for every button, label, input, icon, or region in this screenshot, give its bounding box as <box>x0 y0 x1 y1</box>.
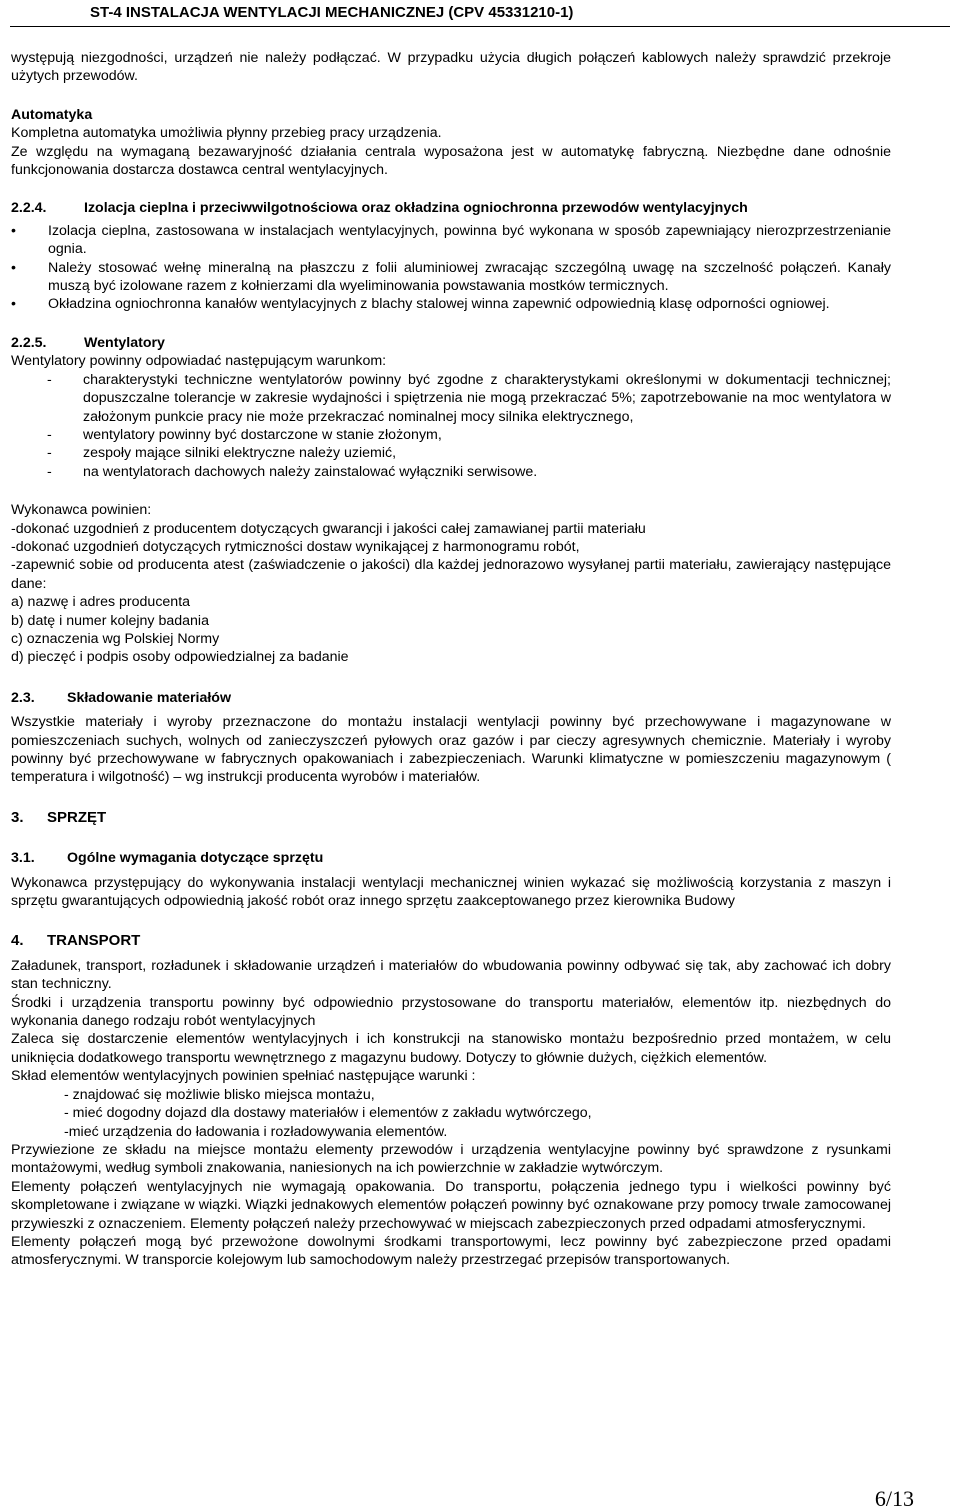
section-number: 3. <box>11 808 24 826</box>
section-224-heading <box>11 199 891 217</box>
wykonawca-line: c) oznaczenia wg Polskiej Normy <box>11 630 220 647</box>
section-title: Składowanie materiałów <box>67 689 232 706</box>
sprzet-text: Wykonawca przystępujący do wykonywania instalacji wentylacji mechanicznej winien wykazać się możliwością korzystania z maszyn i sprzętu gwarantujących odpowiednią jakość robót oraz innego sprzętu zaakceptowanego przez kierownika Budowy <box>11 874 891 910</box>
wykonawca-line: -zapewnić sobie od producenta atest (zaświadczenie o jakości) dla każdej jednorazowo wysyłanej partii materiału, zawierający następujące dane: <box>11 557 891 592</box>
section-225-heading <box>11 334 891 352</box>
section-title: TRANSPORT <box>47 932 141 950</box>
transport-paragraph: Elementy połączeń mogą być przewożone dowolnymi środkami transportowymi, lecz powinny być zabezpieczone przed opadami atmosferycznymi. W transporcie kolejowym lub samochodowym należy przestrzegać przepisów transportowanych. <box>11 1233 891 1269</box>
list-item: • Należy stosować wełnę mineralną na płaszczu z folii aluminiowej zwracając szczególną uwagę na szczelność połączeń. Kanały muszą być izolowane razem z kołnierzami dla wyeliminowania powstawania mostków termicznych. <box>11 259 891 295</box>
list-item: - na wentylatorach dachowych należy zainstalować wyłączniki serwisowe. <box>47 463 538 480</box>
wykonawca-line: a) nazwę i adres producenta <box>11 594 191 611</box>
section-title: Wentylatory <box>84 334 165 351</box>
bullet-icon: • <box>11 296 16 313</box>
section-number: 3.1. <box>11 850 35 867</box>
section-3-heading <box>11 809 891 827</box>
intro-paragraph: występują niezgodności, urządzeń nie należy podłączać. W przypadku użycia długich połączeń kablowych należy sprawdzić przekroje użytych przewodów. <box>11 50 891 85</box>
transport-paragraph: Elementy połączeń wentylacyjnych nie wymagają opakowania. Do transportu, połączenia jednego typu i wielkości powinny być skompletowane i związane w wiązki. Wiązki jednakowych elementów połączeń powinny być oznakowane przy pomocy trwale zamocowanej przywieszki z oznaczeniem. Elementy połączeń należy przechowywać w miejscach zabezpieczonych przed odpadami atmosferycznymi. <box>11 1178 891 1232</box>
skladowanie-text: Wszystkie materiały i wyroby przeznaczone do montażu instalacji wentylacji powinny być przechowywane i magazynowane w pomieszczeniach suchych, wolnych od zanieczyszczeń pyłowych oraz gazów i par cieczy agresywnych chemicznie. Materiały i wyroby powinny być przechowywane w fabrycznych opakowaniach i zabezpieczeniach. Warunki klimatyczne w pomieszczeniu magazynowym ( temperatura i wilgotność) – wg instrukcji producenta wyrobów i materiałów. <box>11 714 891 786</box>
automatyka-line-2: Ze względu na wymaganą bezawaryjność działania centrala wyposażona jest w automatykę fabryczną. Niezbędne dane odnośnie funkcjonowania dostarcza dostawca central wentylacyjnych. <box>11 143 891 179</box>
section-number: 2.3. <box>11 689 35 706</box>
document-header: ST-4 INSTALACJA WENTYLACJI MECHANICZNEJ (CPV 45331210-1) <box>90 4 574 21</box>
transport-paragraph: Skład elementów wentylacyjnych powinien spełniać następujące warunki : <box>11 1068 476 1085</box>
page-number: 6/13 <box>874 1486 914 1511</box>
list-item: • Izolacja cieplna, zastosowana w instalacjach wentylacyjnych, powinna być wykonana w sposób zapewniający nierozprzestrzenianie ognia. <box>11 222 891 258</box>
transport-paragraph: Zaleca się dostarczenie elementów wentylacyjnych i ich konstrukcji na stanowisko montażu bezpośrednio przed montażem, w celu uniknięcia dodatkowego transportu wewnętrznego z magazynu budowy. Dotyczy to głównie dużych, ciężkich elementów. <box>11 1031 891 1066</box>
wentylatory-list <box>11 371 891 481</box>
page-content <box>11 49 891 1270</box>
automatyka-title: Automatyka <box>11 106 93 123</box>
transport-condition: - mieć dogodny dojazd dla dostawy materiałów i elementów z zakładu wytwórczego, <box>64 1105 592 1122</box>
section-number: 4. <box>11 932 24 950</box>
section-number: 2.2.4. <box>11 200 47 217</box>
section-31-heading <box>11 849 891 867</box>
section-title: SPRZĘT <box>47 808 107 826</box>
automatyka-line-1: Kompletna automatyka umożliwia płynny przebieg pracy urządzenia. <box>11 125 442 142</box>
transport-paragraph: Przywiezione ze składu na miejsce montażu elementy przewodów i urządzenia wentylacyjne powinny być sprawdzone z rysunkami montażowymi, według symboli znakowania, naniesionych na ich powierzchnie w zakładzie wytwórczym. <box>11 1141 891 1177</box>
section-23-heading <box>11 689 891 707</box>
transport-condition: -mieć urządzenia do ładowania i rozładowywania elementów. <box>64 1123 448 1140</box>
wykonawca-line: d) pieczęć i podpis osoby odpowiedzialnej za badanie <box>11 649 349 666</box>
bullet-icon: • <box>11 259 16 276</box>
list-item: - wentylatory powinny być dostarczone w stanie złożonym, <box>47 426 442 443</box>
wykonawca-line: b) datę i numer kolejny badania <box>11 612 209 629</box>
izolacja-bullets <box>11 222 891 314</box>
section-number: 2.2.5. <box>11 334 47 351</box>
header-rule <box>10 26 950 27</box>
wykonawca-line: -dokonać uzgodnień dotyczących rytmiczności dostaw wynikającej z harmonogramu robót, <box>11 538 580 555</box>
section-title: Ogólne wymagania dotyczące sprzętu <box>67 850 324 867</box>
wykonawca-line: Wykonawca powinien: <box>11 502 152 519</box>
wykonawca-line: -dokonać uzgodnień z producentem dotyczących gwarancji i jakości całej zamawianej partii materiału <box>11 520 646 537</box>
section-4-heading <box>11 932 891 950</box>
list-item: - charakterystyki techniczne wentylatorów powinny być zgodne z charakterystykami określonymi w dokumentacji technicznej; dopuszczalne tolerancje w zakresie wydajności i spiętrzenia nie mogą przekraczać 5%; zapotrzebowanie na moc wentylatora w założonym punkcie pracy nie może przekraczać nominalnej mocy silnika elektrycznego, <box>47 371 891 425</box>
transport-paragraph: Załadunek, transport, rozładunek i składowanie urządzeń i materiałów do wbudowania powinny odbywać się tak, aby zachować ich dobry stan techniczny. <box>11 957 891 993</box>
list-item: • Okładzina ogniochronna kanałów wentylacyjnych z blachy stalowej winna zapewnić odpowiednią klasę odporności ogniowej. <box>11 296 830 313</box>
wentylatory-lead: Wentylatory powinny odpowiadać następującym warunkom: <box>11 353 387 370</box>
bullet-icon: • <box>11 222 16 239</box>
transport-paragraph: Środki i urządzenia transportu powinny być odpowiednio przystosowane do transportu materiałów, elementów itp. niezbędnych do wykonania danego rodzaju robót wentylacyjnych <box>11 994 891 1030</box>
transport-condition: - znajdować się możliwie blisko miejsca montażu, <box>64 1086 375 1103</box>
list-item: - zespoły mające silniki elektryczne należy uziemić, <box>47 445 397 462</box>
section-title: Izolacja cieplna i przeciwwilgotnościowa oraz okładzina ogniochronna przewodów wentylacyjnych <box>84 200 748 217</box>
